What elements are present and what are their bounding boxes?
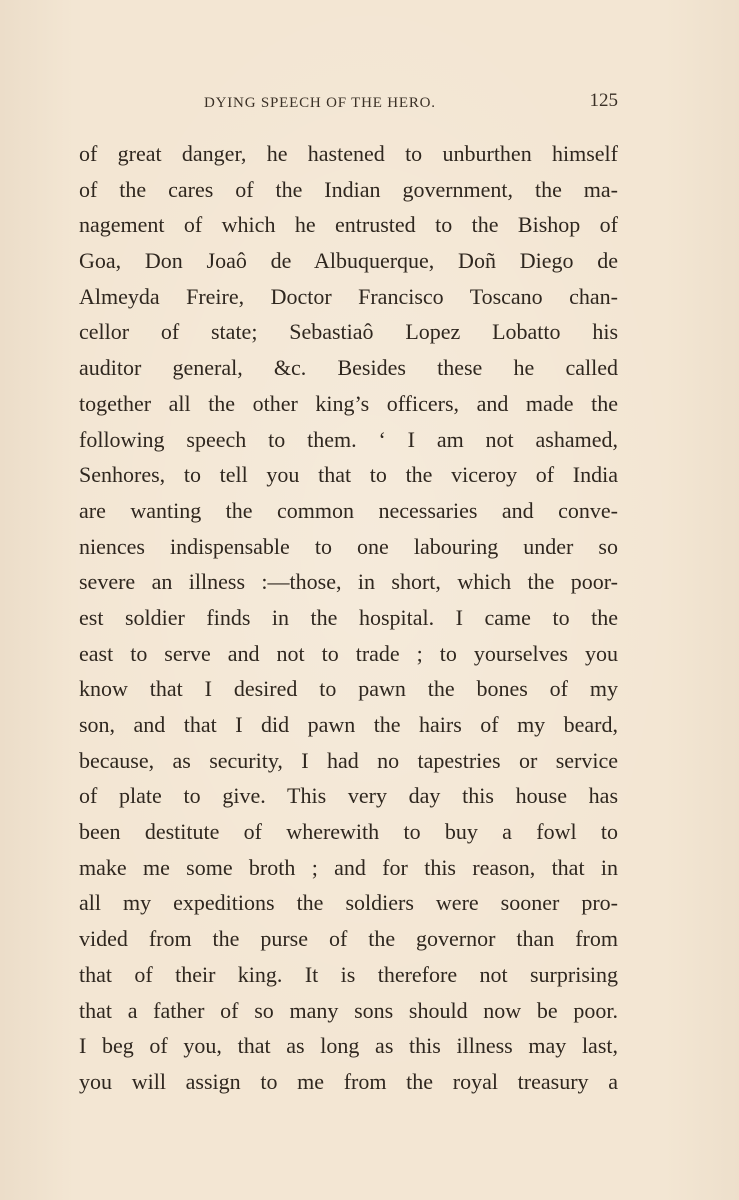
text-line: you will assign to me from the royal treasury a bbox=[79, 1068, 618, 1094]
text-line: together all the other king’s officers, and made the bbox=[79, 390, 618, 416]
text-line: I beg of you, that as long as this illness may last, bbox=[79, 1033, 618, 1059]
text-line: Senhores, to tell you that to the viceroy of India bbox=[79, 462, 618, 488]
running-head: DYING SPEECH OF THE HERO. bbox=[204, 95, 436, 111]
text-line: that a father of so many sons should now be poor. bbox=[79, 997, 618, 1023]
text-line: make me some broth ; and for this reason, that in bbox=[79, 854, 618, 880]
text-line: that of their king. It is therefore not surprising bbox=[79, 961, 618, 987]
text-line: Almeyda Freire, Doctor Francisco Toscano chan- bbox=[79, 283, 618, 309]
body-text bbox=[79, 136, 618, 1092]
text-line: all my expeditions the soldiers were sooner pro- bbox=[79, 890, 618, 916]
text-line: cellor of state; Sebastiaô Lopez Lobatto his bbox=[79, 319, 618, 345]
text-line: of great danger, he hastened to unburthen himself bbox=[79, 141, 618, 166]
text-line: severe an illness :—those, in short, which the poor- bbox=[79, 569, 618, 595]
page-number: 125 bbox=[589, 90, 618, 111]
text-line: been destitute of wherewith to buy a fowl to bbox=[79, 819, 618, 845]
text-line: son, and that I did pawn the hairs of my beard, bbox=[79, 712, 618, 737]
text-line: because, as security, I had no tapestries or service bbox=[79, 747, 618, 773]
text-line: following speech to them. ‘ I am not ashamed, bbox=[79, 426, 618, 452]
text-line: Goa, Don Joaô de Albuquerque, Doñ Diego de bbox=[79, 248, 618, 274]
text-line: of plate to give. This very day this house has bbox=[79, 783, 618, 809]
text-line: est soldier finds in the hospital. I came to the bbox=[79, 604, 618, 630]
text-line: are wanting the common necessaries and conve- bbox=[79, 497, 618, 523]
text-line: vided from the purse of the governor than from bbox=[79, 926, 618, 952]
text-line: of the cares of the Indian government, the ma- bbox=[79, 176, 618, 202]
text-line: auditor general, &c. Besides these he called bbox=[79, 355, 618, 381]
text-line: niences indispensable to one labouring under so bbox=[79, 533, 618, 559]
text-line: know that I desired to pawn the bones of my bbox=[79, 676, 618, 702]
text-line: east to serve and not to trade ; to yourselves you bbox=[79, 640, 618, 666]
text-line: nagement of which he entrusted to the Bishop of bbox=[79, 212, 618, 238]
